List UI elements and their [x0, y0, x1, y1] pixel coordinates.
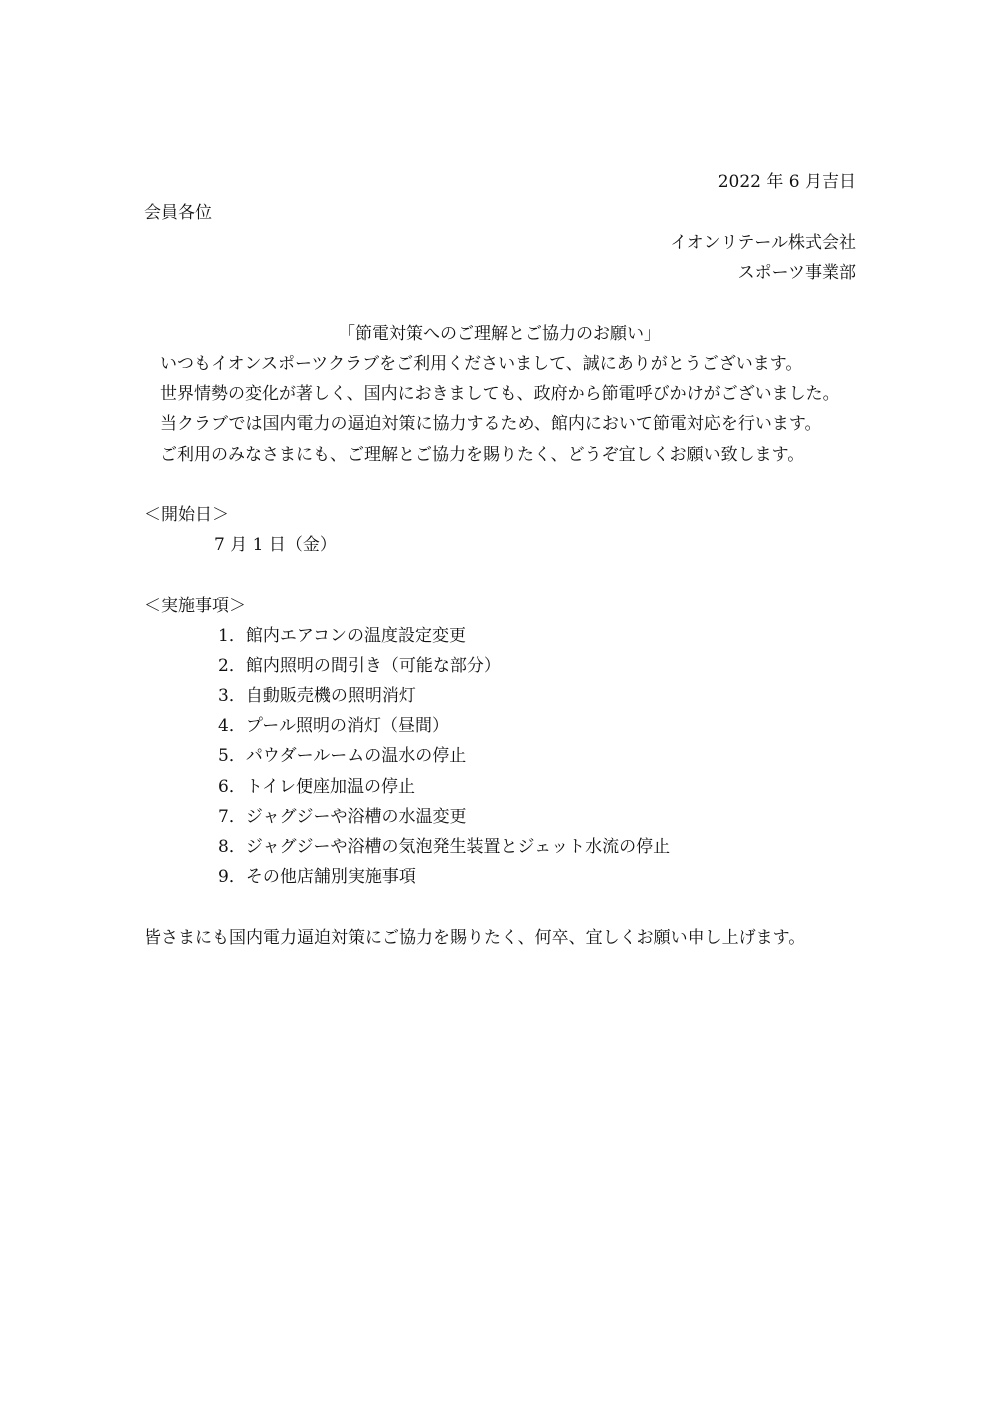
measure-item: 2．館内照明の間引き（可能な部分） — [218, 656, 501, 676]
closing-remark: 皆さまにも国内電力逼迫対策にご協力を賜りたく、何卒、宜しくお願い申し上げます。 — [144, 928, 806, 948]
notice-title: 「節電対策へのご理解とご協力のお願い」 — [338, 324, 661, 344]
measure-item: 7．ジャグジーや浴槽の水温変更 — [218, 807, 467, 827]
issue-date: 2022 年 6 月吉日 — [717, 172, 856, 192]
body-line: 世界情勢の変化が著しく、国内におきましても、政府から節電呼びかけがございました。 — [160, 384, 840, 404]
recipient: 会員各位 — [144, 203, 212, 223]
sender-department: スポーツ事業部 — [737, 263, 856, 283]
measure-item: 6．トイレ便座加温の停止 — [218, 777, 415, 797]
start-date-heading: ＜開始日＞ — [144, 505, 229, 525]
measure-item: 9．その他店舗別実施事項 — [218, 867, 416, 887]
start-date-value: 7 月 1 日（金） — [214, 535, 337, 555]
measure-item: 1．館内エアコンの温度設定変更 — [218, 626, 466, 646]
measure-item: 3．自動販売機の照明消灯 — [218, 686, 416, 706]
measure-item: 4．プール照明の消灯（昼間） — [218, 716, 449, 736]
measure-item: 5．パウダールームの温水の停止 — [218, 746, 467, 766]
body-line: ご利用のみなさまにも、ご理解とご協力を賜りたく、どうぞ宜しくお願い致します。 — [160, 445, 805, 465]
sender-company: イオンリテール株式会社 — [670, 233, 856, 253]
body-line: いつもイオンスポーツクラブをご利用くださいまして、誠にありがとうございます。 — [160, 354, 803, 374]
measures-heading: ＜実施事項＞ — [144, 596, 246, 616]
body-line: 当クラブでは国内電力の逼迫対策に協力するため、館内において節電対応を行います。 — [160, 414, 822, 434]
measure-item: 8．ジャグジーや浴槽の気泡発生装置とジェット水流の停止 — [218, 837, 671, 857]
